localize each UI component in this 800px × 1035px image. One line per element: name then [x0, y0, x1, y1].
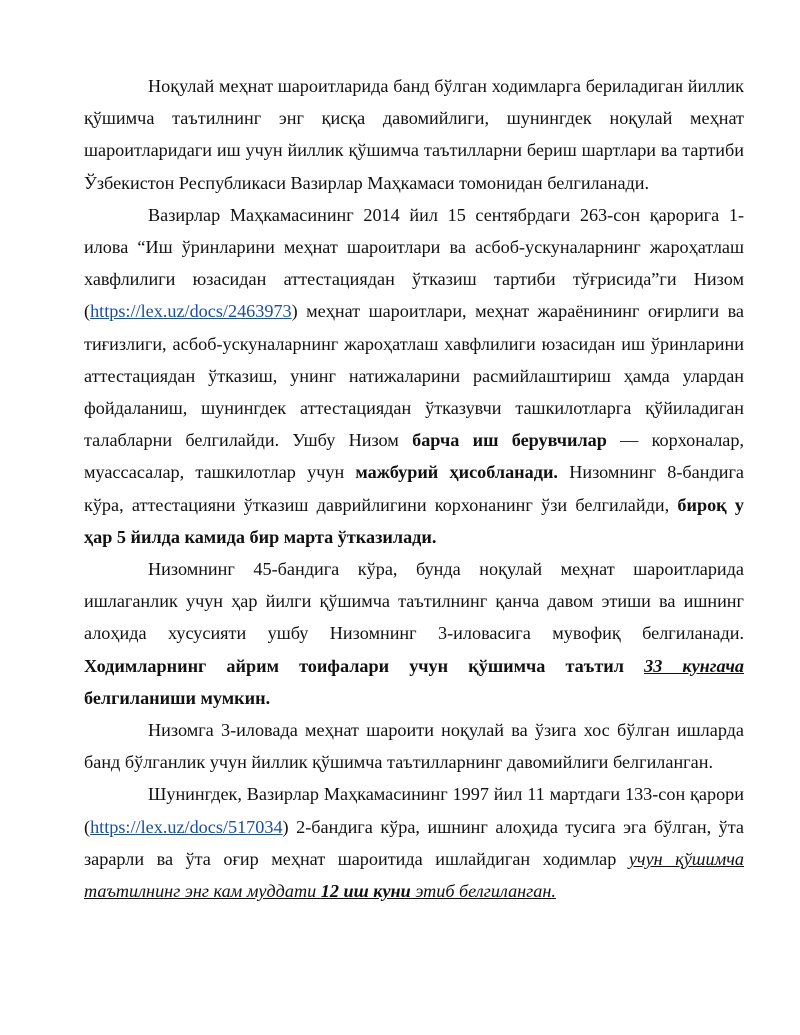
- p3-bold-1: Ходимларнинг айрим тоифалари учун қўшимча таътил: [84, 655, 645, 676]
- paragraph-5: [84, 778, 744, 907]
- p3-bold-2: белгиланиши мумкин.: [84, 687, 271, 708]
- paragraph-4-text: Низомга 3-иловада меҳнат шароити ноқулай ва ўзига хос бўлган ишларда банд бўлганлик учун йиллик қўшимча таътилларнинг давомийлиги белгиланган.: [84, 720, 744, 773]
- lex-link-517034[interactable]: https://lex.uz/docs/517034: [90, 816, 283, 837]
- p2-text-4: Низомнинг 8-бандига кўра, аттестацияни ўтказиш даврийлигини корхонанинг ўзи белгилайди,: [84, 462, 745, 515]
- p2-text-3: — корхоналар, муассасалар, ташкилотлар учун: [84, 430, 744, 483]
- p2-text-2: ) меҳнат шароитлари, меҳнат жараёнининг оғирлиги ва тиғизлиги, асбоб-ускуналарнинг жароҳатлаш хавфлилиги юзасидан иш ўринларини аттестациядан ўтказиш, унинг натижаларини расмийлаштириш ҳамда улардан фойдаланиш, шунингдек аттестациядан ўтказувчи ташкилотларга қўйиладиган талабларни белгилайди. Ушбу Низом: [84, 301, 744, 451]
- p3-bold-italic-underline: 33 кунгача: [644, 655, 744, 676]
- p5-text-2: ) 2-бандига кўра, ишнинг алоҳида тусига эга бўлган, ўта зарарли ва ўта оғир меҳнат шароитида ишлайдиган ходимлар: [84, 816, 744, 869]
- paragraph-3: [84, 553, 744, 714]
- p5-text-1: Шунингдек, Вазирлар Маҳкамасининг 1997 йил 11 мартдаги 133-сон қарори (: [84, 784, 744, 837]
- p5-italic-underline-2: этиб белгиланган.: [410, 881, 556, 902]
- lex-link-2463973[interactable]: https://lex.uz/docs/2463973: [90, 301, 292, 322]
- p2-bold-1: барча иш берувчилар: [412, 430, 607, 451]
- paragraph-4: [84, 714, 744, 778]
- p5-bold-italic-underline: 12 иш куни: [320, 881, 411, 902]
- p2-bold-3: бироқ у ҳар 5 йилда камида бир марта ўтказилади.: [84, 494, 744, 547]
- p2-text-1: Вазирлар Маҳкамасининг 2014 йил 15 сентябрдаги 263-сон қарорига 1-илова “Иш ўринларини меҳнат шароитлари ва асбоб-ускуналарнинг жароҳатлаш хавфлилиги юзасидан аттестациядан ўтказиш тартиби тўғрисида”ги Низом (: [84, 204, 744, 322]
- p5-italic-underline-1: учун қўшимча таътилнинг энг кам муддати: [84, 848, 744, 902]
- p3-text-1: Низомнинг 45-бандига кўра, бунда ноқулай меҳнат шароитларида ишлаганлик учун ҳар йилги қўшимча таътилнинг қанча давом этиши ва ишнинг алоҳида хусусияти ушбу Низомнинг 3-иловасига мувофиқ белгиланади.: [84, 559, 744, 644]
- paragraph-2: [84, 199, 744, 553]
- paragraph-1-text: Ноқулай меҳнат шароитларида банд бўлган ходимларга бериладиган йиллик қўшимча таътилнинг энг қисқа давомийлиги, шунингдек ноқулай меҳнат шароитларидаги иш учун йиллик қўшимча таътилларни бериш шартлари ва тартиби Ўзбекистон Республикаси Вазирлар Маҳкамаси томонидан белгиланади.: [84, 76, 744, 193]
- paragraph-1: [84, 70, 744, 199]
- p2-bold-2: мажбурий ҳисобланади.: [355, 462, 558, 483]
